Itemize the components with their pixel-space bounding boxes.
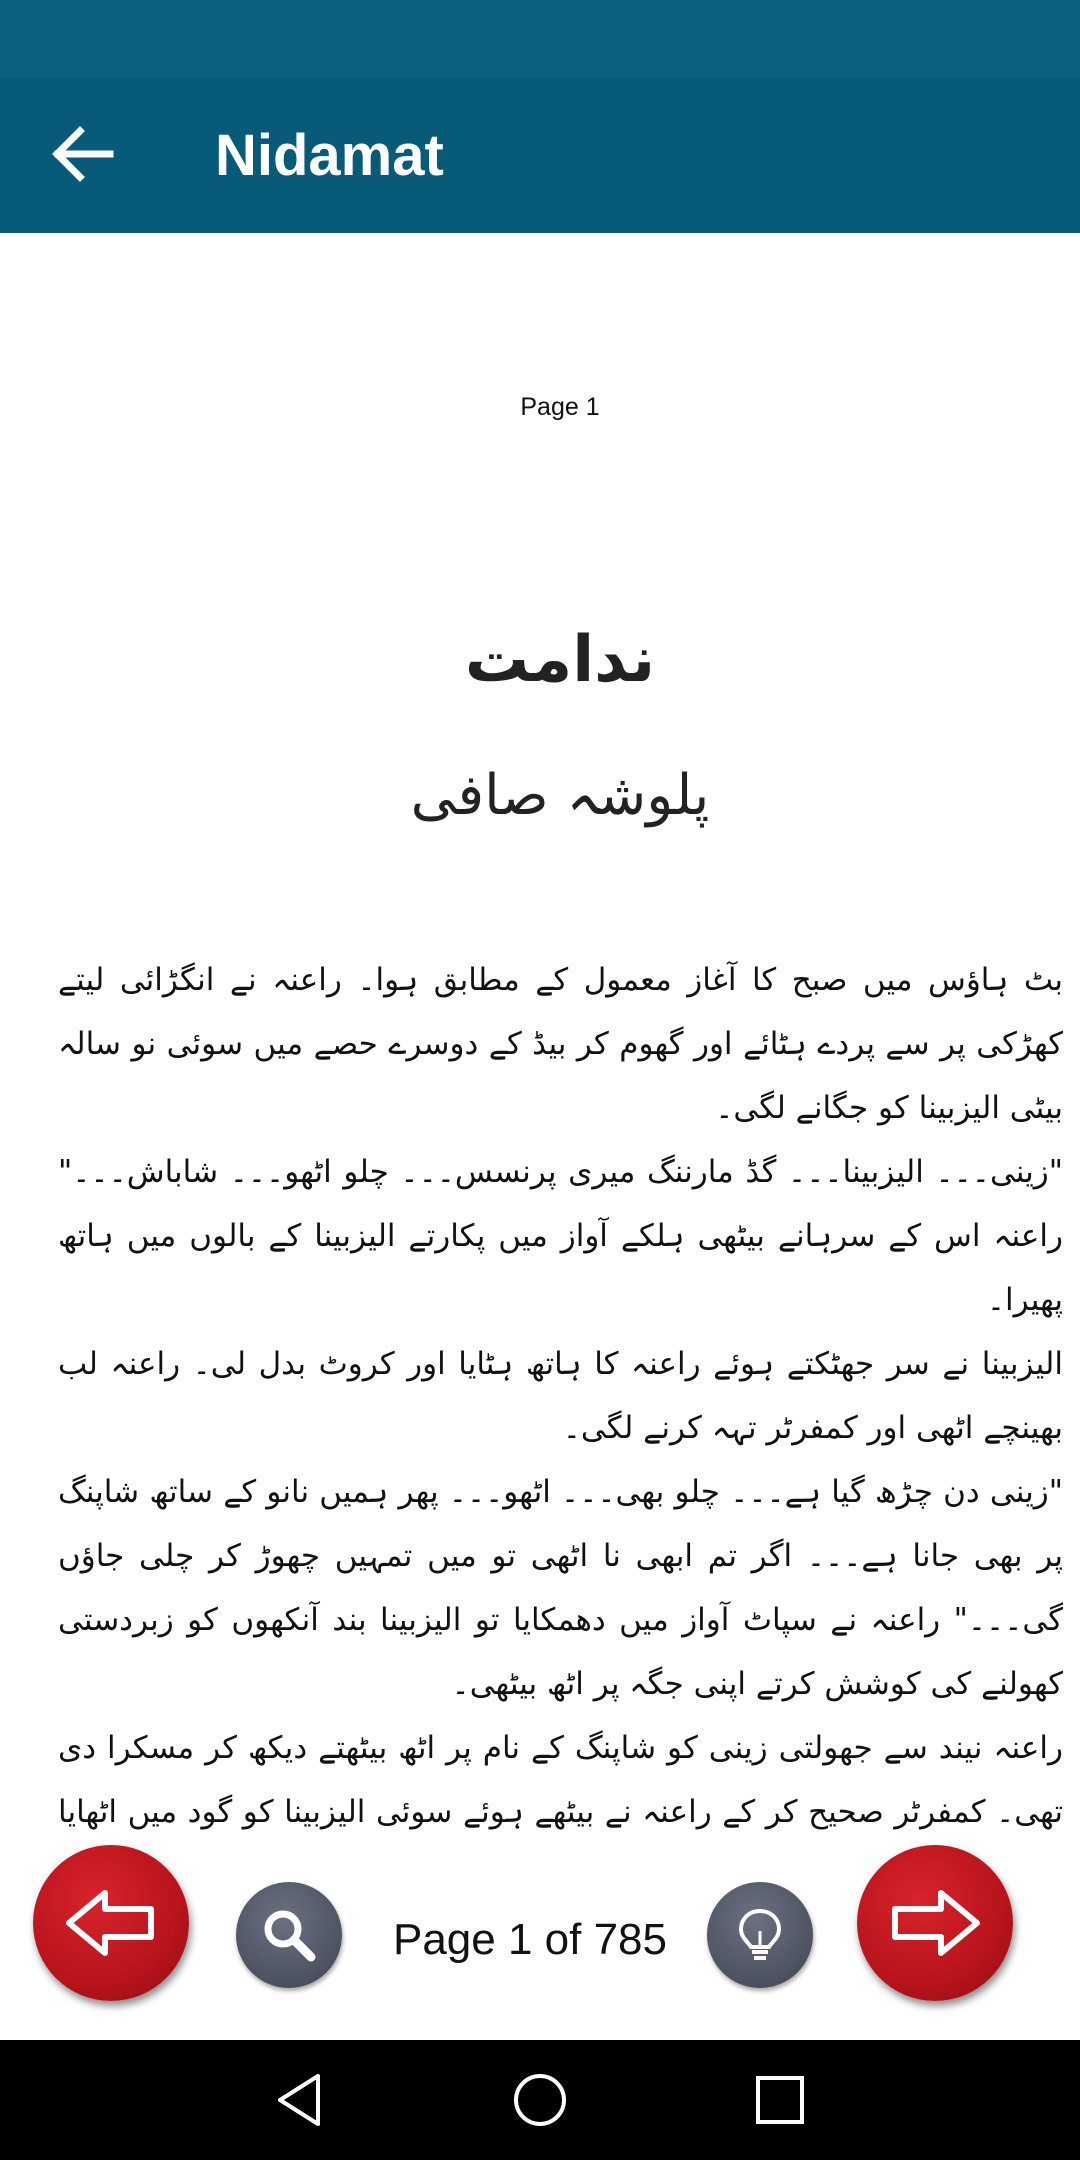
book-title: ندامت — [464, 623, 656, 697]
app-title: Nidamat — [215, 123, 444, 188]
status-bar — [0, 0, 1080, 78]
search-button[interactable] — [236, 1882, 342, 1988]
lightbulb-icon — [730, 1905, 790, 1965]
circle-home-icon — [510, 2070, 570, 2130]
reader-content[interactable] — [0, 233, 1080, 1840]
paragraph: "زینی دن چڑھ گیا ہے۔۔۔ چلو بھی۔۔۔ اٹھو۔۔۔ پھر ہمیں نانو کے ساتھ شاپنگ پر بھی جانا ہے۔۔۔ اگر تم ابھی نا اٹھی تو میں تمہیں چھوڑ کر چلی جاؤں گی۔۔۔" راعنہ نے سپاٹ آواز میں دھمکایا تو الیزبینا بند آنکھوں کو زبردستی کھولنے کی کوشش کرتے اپنی جگہ پر اٹھ بیٹھی۔ — [58, 1474, 1063, 1702]
arrow-left-icon — [44, 114, 124, 194]
page-indicator: Page 1 of 785 — [392, 1915, 667, 1964]
paragraph: بٹ ہاؤس میں صبح کا آغاز معمول کے مطابق ہوا۔ راعنہ نے انگڑائی لیتے کھڑکی پر سے پردے ہٹائے اور گھوم کر بیڈ کے دوسرے حصے میں سوئی نو سالہ بیٹی الیزبینا کو جگانے لگی۔ — [58, 962, 1063, 1126]
square-recents-icon — [750, 2070, 810, 2130]
triangle-back-icon — [270, 2070, 330, 2130]
search-icon — [259, 1905, 319, 1965]
arrow-right-icon — [885, 1885, 985, 1961]
book-author: پلوشہ صافی — [410, 763, 710, 828]
system-back-button[interactable] — [270, 2070, 330, 2130]
previous-page-button[interactable] — [33, 1845, 189, 2001]
bottom-toolbar — [0, 1840, 1080, 2040]
lightbulb-button[interactable] — [707, 1882, 813, 1988]
paragraph: "زینی۔۔۔ الیزبینا۔۔۔ گڈ مارننگ میری پرنسس۔۔۔ چلو اٹھو۔۔۔ شاباش۔۔۔" راعنہ اس کے سرہانے بیٹھی ہلکے آواز میں پکارتے الیزبینا کے بالوں میں ہاتھ پھیرا۔ — [58, 1154, 1063, 1318]
arrow-left-icon — [61, 1885, 161, 1961]
story-text — [58, 948, 1063, 1908]
app-bar — [0, 78, 1080, 233]
back-button[interactable] — [44, 114, 124, 194]
system-recents-button[interactable] — [750, 2070, 810, 2130]
next-page-button[interactable] — [857, 1845, 1013, 2001]
system-home-button[interactable] — [510, 2070, 570, 2130]
system-navigation-bar — [0, 2040, 1080, 2160]
paragraph: راعنہ نیند سے جھولتی زینی کو شاپنگ کے نام پر اٹھ بیٹھتے دیکھ کر مسکرا دی تھی۔ کمفرٹر صحیح کر کے راعنہ نے بیٹھے ہوئے سوئی الیزبینا کو گود میں اٹھایا — [58, 1730, 1063, 1830]
paragraph: الیزبینا نے سر جھٹکتے ہوئے راعنہ کا ہاتھ ہٹایا اور کروٹ بدل لی۔ راعنہ لب بھینچے اٹھی اور کمفرٹر تہہ کرنے لگی۔ — [58, 1346, 1063, 1446]
page-label: Page 1 — [520, 393, 600, 421]
